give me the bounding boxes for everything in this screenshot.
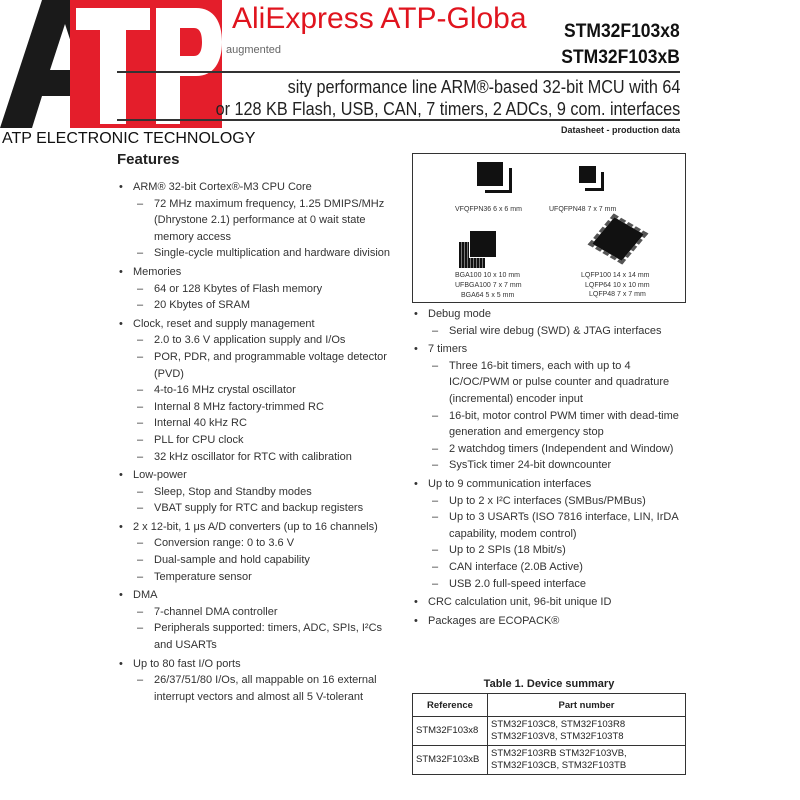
package-label: BGA64 5 x 5 mm: [461, 292, 515, 299]
table-header-row: [413, 694, 686, 717]
feature-subitem: – Peripherals supported: timers, ADC, SPIs, I²Cs and USARTs: [117, 620, 392, 653]
feature-subitem: – USB 2.0 full-speed interface: [412, 576, 687, 593]
feature-subitem: – 2.0 to 3.6 V application supply and I/Os: [117, 332, 392, 349]
ufqfpn-chip-icon: [579, 166, 596, 183]
part-line: STM32F103C8, STM32F103R8: [491, 719, 626, 730]
package-label: BGA100 10 x 10 mm: [455, 272, 520, 279]
feature-subitem: – Dual-sample and hold capability: [117, 552, 392, 569]
part-line: STM32F103CB, STM32F103TB: [491, 760, 627, 771]
features-heading: Features: [117, 151, 180, 168]
package-label: LQFP48 7 x 7 mm: [589, 291, 646, 298]
feature-subitem: – CAN interface (2.0B Active): [412, 559, 687, 576]
part-line: STM32F103V8, STM32F103T8: [491, 731, 624, 742]
title-rule: [117, 71, 680, 73]
tagline: augmented: [226, 44, 282, 56]
features-right-column: [412, 306, 687, 629]
feature-bullet: • Memories: [117, 264, 392, 281]
feature-bullet: • Clock, reset and supply management: [117, 316, 392, 333]
features-left-column: [117, 179, 392, 705]
feature-bullet: • DMA: [117, 587, 392, 604]
package-label: VFQFPN36 6 x 6 mm: [455, 206, 522, 213]
device-summary-table: [412, 693, 686, 775]
package-label: UFQFPN48 7 x 7 mm: [549, 206, 617, 213]
lqfp-chip-icon: [592, 217, 644, 260]
feature-bullet: • Up to 9 communication interfaces: [412, 476, 687, 493]
product-title-xb: STM32F103xB: [561, 47, 680, 68]
package-figure: [412, 153, 686, 303]
feature-bullet: • Low-power: [117, 467, 392, 484]
part-number-cell: [488, 717, 686, 746]
feature-subitem: – SysTick timer 24-bit downcounter: [412, 457, 687, 474]
column-header: Part number: [488, 694, 686, 717]
feature-subitem: – VBAT supply for RTC and backup registers: [117, 500, 392, 517]
feature-subitem: – Conversion range: 0 to 3.6 V: [117, 535, 392, 552]
feature-bullet: • Up to 80 fast I/O ports: [117, 656, 392, 673]
feature-subitem: – PLL for CPU clock: [117, 432, 392, 449]
feature-subitem: – 7-channel DMA controller: [117, 604, 392, 621]
subtitle-line-2: or 128 KB Flash, USB, CAN, 7 timers, 2 ADCs, 9 com. interfaces: [215, 99, 680, 119]
feature-bullet: • 7 timers: [412, 341, 687, 358]
feature-subitem: – Up to 2 SPIs (18 Mbit/s): [412, 542, 687, 559]
reference-cell: STM32F103xB: [413, 746, 488, 775]
package-label: LQFP64 10 x 10 mm: [585, 282, 650, 289]
table-row: [413, 717, 686, 746]
feature-subitem: – Sleep, Stop and Standby modes: [117, 484, 392, 501]
doc-type: Datasheet - production data: [560, 125, 680, 135]
table-title: Table 1. Device summary: [483, 678, 615, 690]
feature-subitem: – 20 Kbytes of SRAM: [117, 297, 392, 314]
package-label: LQFP100 14 x 14 mm: [581, 272, 650, 279]
feature-subitem: – Internal 8 MHz factory-trimmed RC: [117, 399, 392, 416]
subtitle-rule: [117, 119, 680, 121]
feature-subitem: – Temperature sensor: [117, 569, 392, 586]
feature-subitem: – Serial wire debug (SWD) & JTAG interfaces: [412, 323, 687, 340]
feature-subitem: – 2 watchdog timers (Independent and Window): [412, 441, 687, 458]
feature-subitem: – Three 16-bit timers, each with up to 4 IC/OC/PWM or pulse counter and quadrature (incremental) encoder input: [412, 358, 687, 408]
feature-subitem: – 16-bit, motor control PWM timer with dead-time generation and emergency stop: [412, 408, 687, 441]
product-title-x8: STM32F103x8: [564, 21, 680, 42]
feature-subitem: – 26/37/51/80 I/Os, all mappable on 16 external interrupt vectors and almost all 5 V-tolerant: [117, 672, 392, 705]
feature-bullet: • 2 x 12-bit, 1 μs A/D converters (up to 16 channels): [117, 519, 392, 536]
feature-subitem: – 64 or 128 Kbytes of Flash memory: [117, 281, 392, 298]
feature-subitem: – POR, PDR, and programmable voltage detector (PVD): [117, 349, 392, 382]
feature-bullet: • Debug mode: [412, 306, 687, 323]
vfqfpn-chip-icon: [477, 162, 503, 186]
feature-bullet: • ARM® 32-bit Cortex®-M3 CPU Core: [117, 179, 392, 196]
watermark: AliExpress ATP-Globa: [232, 2, 527, 35]
feature-bullet: • Packages are ECOPACK®: [412, 613, 687, 630]
atp-logo: [0, 0, 224, 128]
feature-subitem: – 72 MHz maximum frequency, 1.25 DMIPS/MHz (Dhrystone 2.1) performance at 0 wait state memory access: [117, 196, 392, 246]
part-number-cell: [488, 746, 686, 775]
ufbga-chip-icon: [469, 230, 497, 258]
feature-subitem: – Up to 3 USARTs (ISO 7816 interface, LIN, IrDA capability, modem control): [412, 509, 687, 542]
logo-company-name: ATP ELECTRONIC TECHNOLOGY: [2, 130, 256, 147]
package-label: UFBGA100 7 x 7 mm: [455, 282, 522, 289]
feature-bullet: • CRC calculation unit, 96-bit unique ID: [412, 594, 687, 611]
column-header: Reference: [413, 694, 488, 717]
reference-cell: STM32F103x8: [413, 717, 488, 746]
feature-subitem: – Single-cycle multiplication and hardware division: [117, 245, 392, 262]
feature-subitem: – Up to 2 x I²C interfaces (SMBus/PMBus): [412, 493, 687, 510]
subtitle-line-1: sity performance line ARM®-based 32-bit MCU with 64: [287, 77, 680, 97]
part-line: STM32F103RB STM32F103VB,: [491, 748, 627, 759]
feature-subitem: – 4-to-16 MHz crystal oscillator: [117, 382, 392, 399]
table-row: [413, 746, 686, 775]
feature-subitem: – Internal 40 kHz RC: [117, 415, 392, 432]
feature-subitem: – 32 kHz oscillator for RTC with calibration: [117, 449, 392, 466]
